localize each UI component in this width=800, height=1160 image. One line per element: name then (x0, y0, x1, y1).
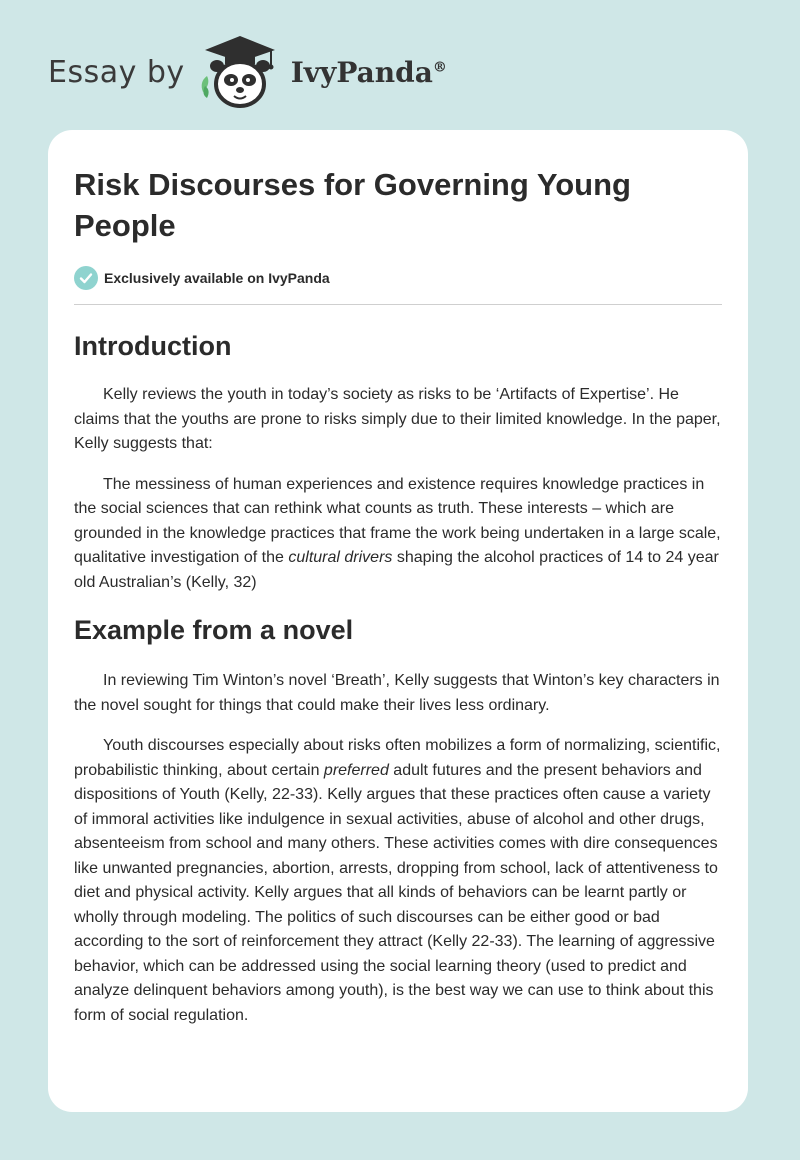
badge-label: Exclusively available on IvyPanda (104, 270, 330, 286)
check-icon (74, 266, 98, 290)
essay-card (48, 130, 748, 1112)
essay-by-label: Essay by (48, 54, 185, 90)
intro-paragraph-1: Kelly reviews the youth in today’s society as risks to be ‘Artifacts of Expertise’. He claims that the youths are prone to risks simply due to their limited knowledge. In the paper, Kelly suggests that: (74, 386, 721, 452)
brand-text: IvyPanda (290, 55, 433, 89)
text-span: shaping the alcohol practices of 14 to 24 year old Australian’s (Kelly, 32) (74, 549, 719, 591)
site-header (48, 32, 447, 112)
brand-name[interactable] (291, 56, 447, 89)
section-heading-introduction: Introduction (74, 331, 232, 361)
essay-content (74, 164, 722, 1028)
divider (74, 304, 722, 305)
exclusive-badge (74, 266, 722, 290)
registered-mark: ® (432, 59, 447, 76)
text-span: adult futures and the present behaviors and dispositions of Youth (Kelly, 22-33). Kelly argues that these practices often cause a variety of immoral activities like indulgence in sexual activities, abuse of alcohol and other drugs, absenteeism from school and many others. These activities comes with dire consequences like unwanted pregnancies, abortion, arrests, dropping from school, lack of attentiveness to diet and physical activity. Kelly argues that all kinds of behaviors can be learnt partly or wholly through modeling. The politics of such discourses can be either good or bad according to the sort of reinforcement they attract (Kelly 22-33). The learning of aggressive behavior, which can be addressed using the social learning theory (used to predict and analyze delinquent behaviors among youth), is the best way we can use to think about this form of social regulation. (74, 761, 718, 1024)
emphasis: cultural drivers (288, 549, 393, 566)
page-title: Risk Discourses for Governing Young People (74, 167, 631, 243)
example-paragraph-1: In reviewing Tim Winton’s novel ‘Breath’, Kelly suggests that Winton’s key characters in the novel sought for things that could make their lives less ordinary. (74, 672, 720, 714)
text-span: Youth discourses especially about risks often mobilizes a form of normalizing, scientific, probabilistic thinking, about certain (74, 737, 721, 779)
panda-logo-icon[interactable] (197, 32, 283, 113)
intro-paragraph-2 (74, 473, 722, 596)
text-span: The messiness of human experiences and existence requires knowledge practices in the social sciences that can rethink what counts as truth. These interests – which are grounded in the knowledge practices that frame the work being undertaken in a large scale, qualitative investigation of the (74, 475, 721, 566)
section-heading-example: Example from a novel (74, 615, 354, 645)
example-paragraph-2 (74, 734, 722, 1028)
emphasis: preferred (323, 761, 389, 779)
